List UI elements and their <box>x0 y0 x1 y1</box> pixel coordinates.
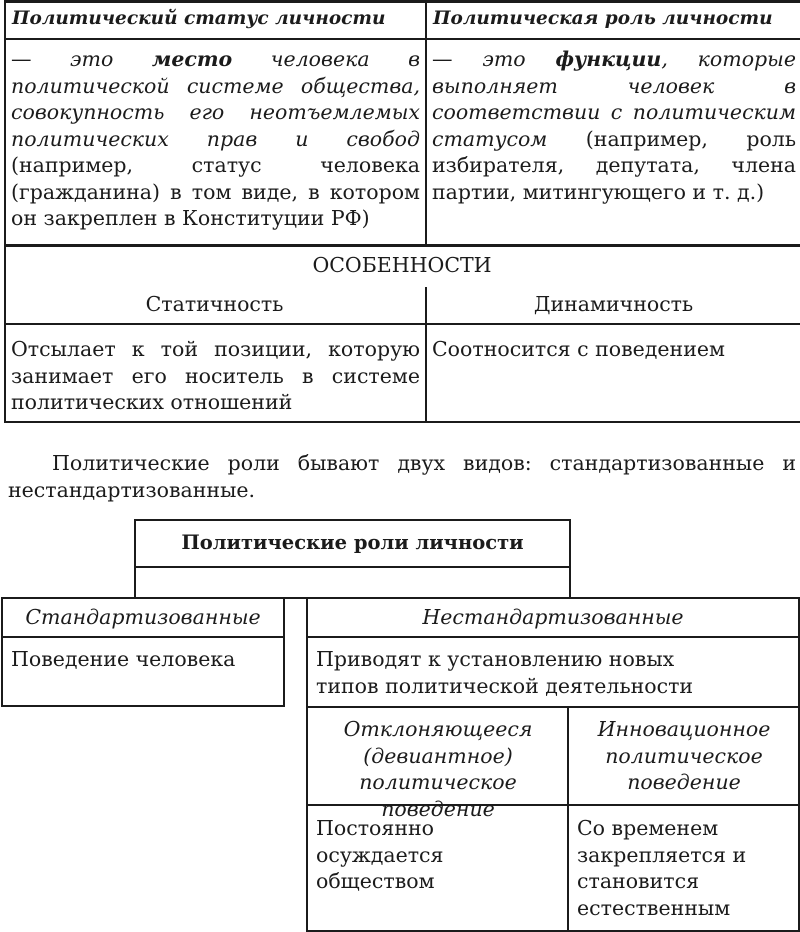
role-keyword: функции <box>555 47 662 71</box>
paragraph-role-types: Политические роли бывают двух видов: стандартизованные и нестандартизованные. <box>8 451 796 502</box>
status-column-header: Политический статус личности <box>12 8 386 29</box>
role-definition: — это функции, которые выполняет человек в соответствии с политическим статусом (например, роль избирателя, депутата, члена партии, митингующего и т. д.) <box>432 47 796 204</box>
table-divider <box>4 323 800 325</box>
nonstandard-node-description: Приводят к установлению новых типов политической деятельности <box>316 647 694 698</box>
table-top-border <box>4 0 800 3</box>
innovative-behavior-description: Со временем закрепляется и становится естественным <box>577 816 747 920</box>
status-keyword: место <box>151 47 233 71</box>
nonstandard-node-title: Нестандартизованные <box>422 605 684 629</box>
feature-static-description: Отсылает к той позиции, которую занимает его носитель в системе политических отношений <box>11 337 420 414</box>
deviant-behavior-description: Постоянно осуждается обществом <box>316 816 444 893</box>
nonstandard-node-divider <box>306 636 800 638</box>
standard-node-divider <box>1 636 285 638</box>
deviant-behavior-title: Отклоняющееся (девиантное) политическое поведение <box>343 717 533 821</box>
table-column-divider <box>425 0 427 246</box>
nonstandard-node-divider <box>306 706 800 708</box>
standard-node-description: Поведение человека <box>11 647 236 671</box>
table-divider <box>4 244 800 247</box>
table-left-border <box>4 0 6 423</box>
feature-dynamic-description: Соотносится с поведением <box>432 337 725 361</box>
role-column-header: Политическая роль личности <box>433 8 773 29</box>
status-definition: — это место человека в политической системе общества, совокупность его неотъемлемых политических прав и свобод (например, статус человека (гражданина) в том виде, в котором он закреплен в Конституции РФ) <box>11 47 420 230</box>
nonstandard-column-divider <box>567 706 569 932</box>
table-bottom-border <box>4 421 800 423</box>
root-node-title: Политические роли личности <box>181 531 524 554</box>
feature-static: Статичность <box>145 292 284 316</box>
innovative-behavior-title: Инновационное политическое поведение <box>597 717 771 794</box>
table-header-divider <box>4 38 800 40</box>
root-node-divider <box>134 566 571 568</box>
standard-node-title: Стандартизованные <box>25 605 261 629</box>
features-title: ОСОБЕННОСТИ <box>312 253 492 277</box>
feature-dynamic: Динамичность <box>533 292 694 316</box>
